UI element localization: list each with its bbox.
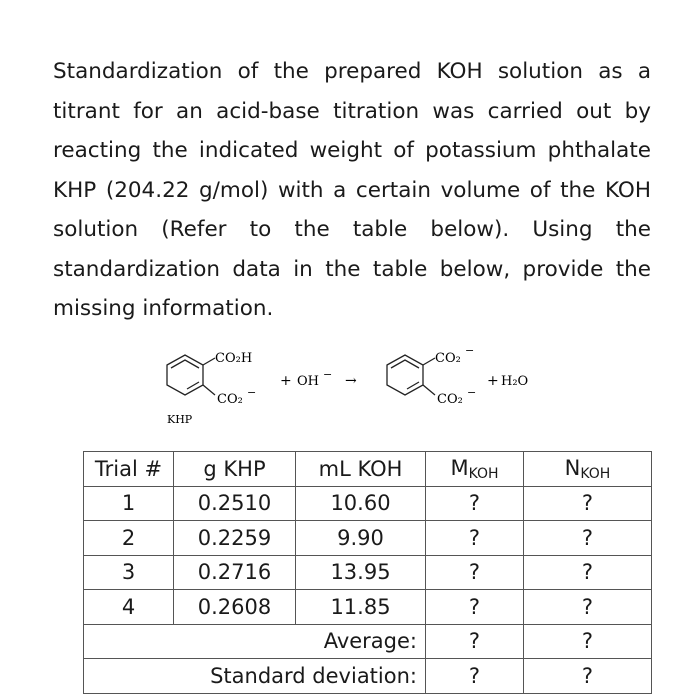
ml-koh-value: 9.90 xyxy=(296,521,426,556)
average-row xyxy=(84,624,652,659)
ml-koh-value: 10.60 xyxy=(296,486,426,521)
header-trial: Trial # xyxy=(84,452,174,487)
stdev-row xyxy=(84,659,652,694)
water-molecule: H₂O xyxy=(501,374,529,389)
khp-top-group: CO₂H xyxy=(215,351,253,366)
molarity-value: ? xyxy=(426,555,524,590)
ml-koh-value: 11.85 xyxy=(296,590,426,625)
g-khp-value: 0.2716 xyxy=(174,555,296,590)
plus-sign-2: + xyxy=(487,373,499,389)
standardization-table xyxy=(83,451,652,694)
table-row xyxy=(84,555,652,590)
khp-bottom-charge: − xyxy=(247,386,257,399)
g-khp-value: 0.2259 xyxy=(174,521,296,556)
question-paragraph: Standardization of the prepared KOH solution as a titrant for an acid-base titration was carried out by reacting the indicated weight of potassium phthalate KHP (204.22 g/mol) with a certain volume of the KOH solution (Refer to the table below). Using the standardization data in the table below, provide the missing information. xyxy=(53,59,651,321)
trial-number: 4 xyxy=(84,590,174,625)
reaction-scheme xyxy=(155,340,555,440)
molarity-value: ? xyxy=(426,486,524,521)
header-normality xyxy=(524,452,652,487)
stdev-normality: ? xyxy=(524,659,652,694)
khp-bottom-group: CO₂ xyxy=(217,392,243,407)
normality-value: ? xyxy=(524,555,652,590)
header-normality-subscript: KOH xyxy=(580,465,611,482)
table-row xyxy=(84,590,652,625)
normality-value: ? xyxy=(524,590,652,625)
ml-koh-value: 13.95 xyxy=(296,555,426,590)
header-molarity xyxy=(426,452,524,487)
molarity-value: ? xyxy=(426,521,524,556)
table-row xyxy=(84,521,652,556)
header-normality-letter: N xyxy=(564,455,581,480)
table-row xyxy=(84,486,652,521)
product-bottom-charge: − xyxy=(467,386,477,399)
trial-number: 1 xyxy=(84,486,174,521)
normality-value: ? xyxy=(524,486,652,521)
hydroxide-charge: − xyxy=(323,368,333,381)
hydroxide-ion: OH xyxy=(297,374,319,389)
product-top-charge: − xyxy=(465,344,475,357)
plus-sign-1: + xyxy=(280,373,292,389)
table-header-row xyxy=(84,452,652,487)
normality-value: ? xyxy=(524,521,652,556)
g-khp-value: 0.2510 xyxy=(174,486,296,521)
trial-number: 2 xyxy=(84,521,174,556)
stdev-label: Standard deviation: xyxy=(84,659,426,694)
reaction-diagram xyxy=(155,340,555,440)
header-molarity-subscript: KOH xyxy=(468,465,499,482)
product-top-group: CO₂ xyxy=(435,351,461,366)
reaction-arrow: → xyxy=(345,373,357,389)
header-g-khp: g KHP xyxy=(174,452,296,487)
average-label: Average: xyxy=(84,624,426,659)
stdev-molarity: ? xyxy=(426,659,524,694)
khp-label: KHP xyxy=(167,413,193,426)
g-khp-value: 0.2608 xyxy=(174,590,296,625)
header-ml-koh: mL KOH xyxy=(296,452,426,487)
average-normality: ? xyxy=(524,624,652,659)
trial-number: 3 xyxy=(84,555,174,590)
product-benzene-ring xyxy=(387,355,435,395)
molarity-value: ? xyxy=(426,590,524,625)
product-bottom-group: CO₂ xyxy=(437,392,463,407)
khp-benzene-ring xyxy=(167,355,215,395)
average-molarity: ? xyxy=(426,624,524,659)
header-molarity-letter: M xyxy=(450,455,469,480)
